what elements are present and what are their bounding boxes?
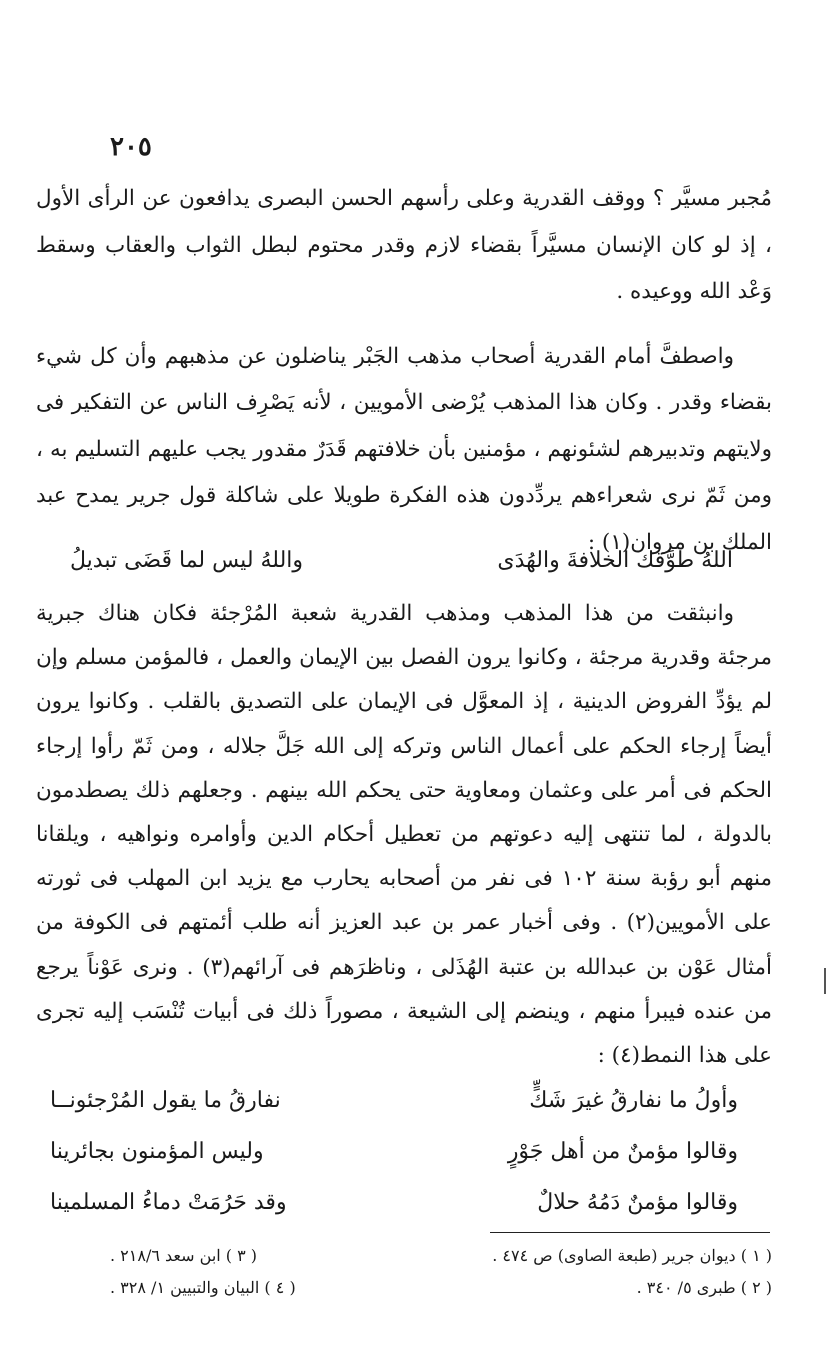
footnote-divider [490,1232,770,1233]
poem-line-2-first: وقالوا مؤمنٌ من أهل جَوْرٍ [507,1139,738,1164]
poem-line-2-second: وليس المؤمنون بجائرينا [50,1139,264,1164]
footnote-2: ( ٢ ) طبرى ٥/ ٣٤٠ . [636,1278,772,1297]
poem [50,1075,738,1228]
paragraph-1: مُجبر مسيَّر ؟ ووقف القدرية وعلى رأسهم الحسن البصرى يدافعون عن الرأى الأول ، إذ لو كان الإنسان مسيَّراً بقضاء لازم وقدر محتوم لبطل الثواب والعقاب وسقط وَعْد الله ووعيده . [36,186,772,304]
verse-1 [70,538,733,584]
poem-line [50,1126,738,1177]
poem-line-3-second: وقد حَرُمَتْ دماءُ المسلمينا [50,1190,287,1215]
footnote-3: ( ٣ ) ابن سعد ٢١٨/٦ . [110,1246,258,1265]
margin-mark [824,968,826,994]
poem-line [50,1177,738,1228]
verse-1-second-hemistich: واللهُ ليس لما قَضَى تبديلُ [70,548,304,573]
verse-1-first-hemistich: اللهُ طوَّقك الخلافةَ والهُدَى [497,548,733,573]
paragraph-3: وانبثقت من هذا المذهب ومذهب القدرية شعبة المُرْجئة فكان هناك جبرية مرجئة وقدرية مرجئة ، وكانوا يرون الفصل بين الإيمان والعمل ، فالمؤمن مسلم وإن لم يؤدِّ الفروض الدينية ، إذ المعوَّل فى الإيمان على التصديق بالقلب . وكانوا يرون أيضاً إرجاء الحكم على أعمال الناس وتركه إلى الله جَلَّ جلاله ، ومن ثَمّ رأوا إرجاء الحكم فى أمر على وعثمان ومعاوية حتى يحكم الله بينهم . وجعلهم ذلك يصطدمون بالدولة ، لما تنتهى إليه دعوتهم من تعطيل أحكام الدين وأوامره ونواهيه ، ويلقانا منهم أبو رؤبة سنة ١٠٢ فى نفر من أصحابه يحارب مع يزيد ابن المهلب فى ثورته على الأمويين(٢) . وفى أخبار عمر بن عبد العزيز أنه طلب أئمتهم فى الكوفة من أمثال عَوْن بن عبدالله بن عتبة الهُذَلى ، وناظرَهم فى آرائهم(٣) . ونرى عَوْناً يرجع من عنده فيبرأ منهم ، وينضم إلى الشيعة ، مصوراً ذلك فى أبيات تُنْسَب إليه تجرى على هذا النمط(٤) : [36,601,772,1069]
footnotes [110,1240,772,1304]
body-text-upper [36,176,772,566]
footnote-4: ( ٤ ) البيان والتبيين ١/ ٣٢٨ . [110,1278,296,1297]
footnote-1: ( ١ ) ديوان جرير (طبعة الصاوى) ص ٤٧٤ . [492,1246,772,1265]
footnote-row [110,1240,772,1272]
poem-line [50,1075,738,1126]
body-text-lower [36,592,772,1078]
paragraph-2: واصطفَّ أمام القدرية أصحاب مذهب الجَبْر يناضلون عن مذهبهم وأن كل شيء بقضاء وقدر . وكان هذا المذهب يُرْضى الأمويين ، لأنه يَصْرِف الناس عن التفكير فى ولايتهم وتدبيرهم لشئونهم ، مؤمنين بأن خلافتهم قَدَرٌ مقدور يجب عليهم التسليم به ، ومن ثَمّ نرى شعراءهم يردِّدون هذه الفكرة طويلا على شاكلة قول جرير يمدح عبد الملك بن مروان(١) : [36,343,772,555]
footnote-row [110,1272,772,1304]
page-number: ٢٠٥ [110,132,152,162]
poem-line-1-first: وأولُ ما نفارقُ غيرَ شَكٍّ [529,1088,738,1113]
poem-line-1-second: نفارقُ ما يقول المُرْجئونــا [50,1088,281,1113]
poem-line-3-first: وقالوا مؤمنٌ دَمُهُ حلالٌ [537,1190,738,1215]
